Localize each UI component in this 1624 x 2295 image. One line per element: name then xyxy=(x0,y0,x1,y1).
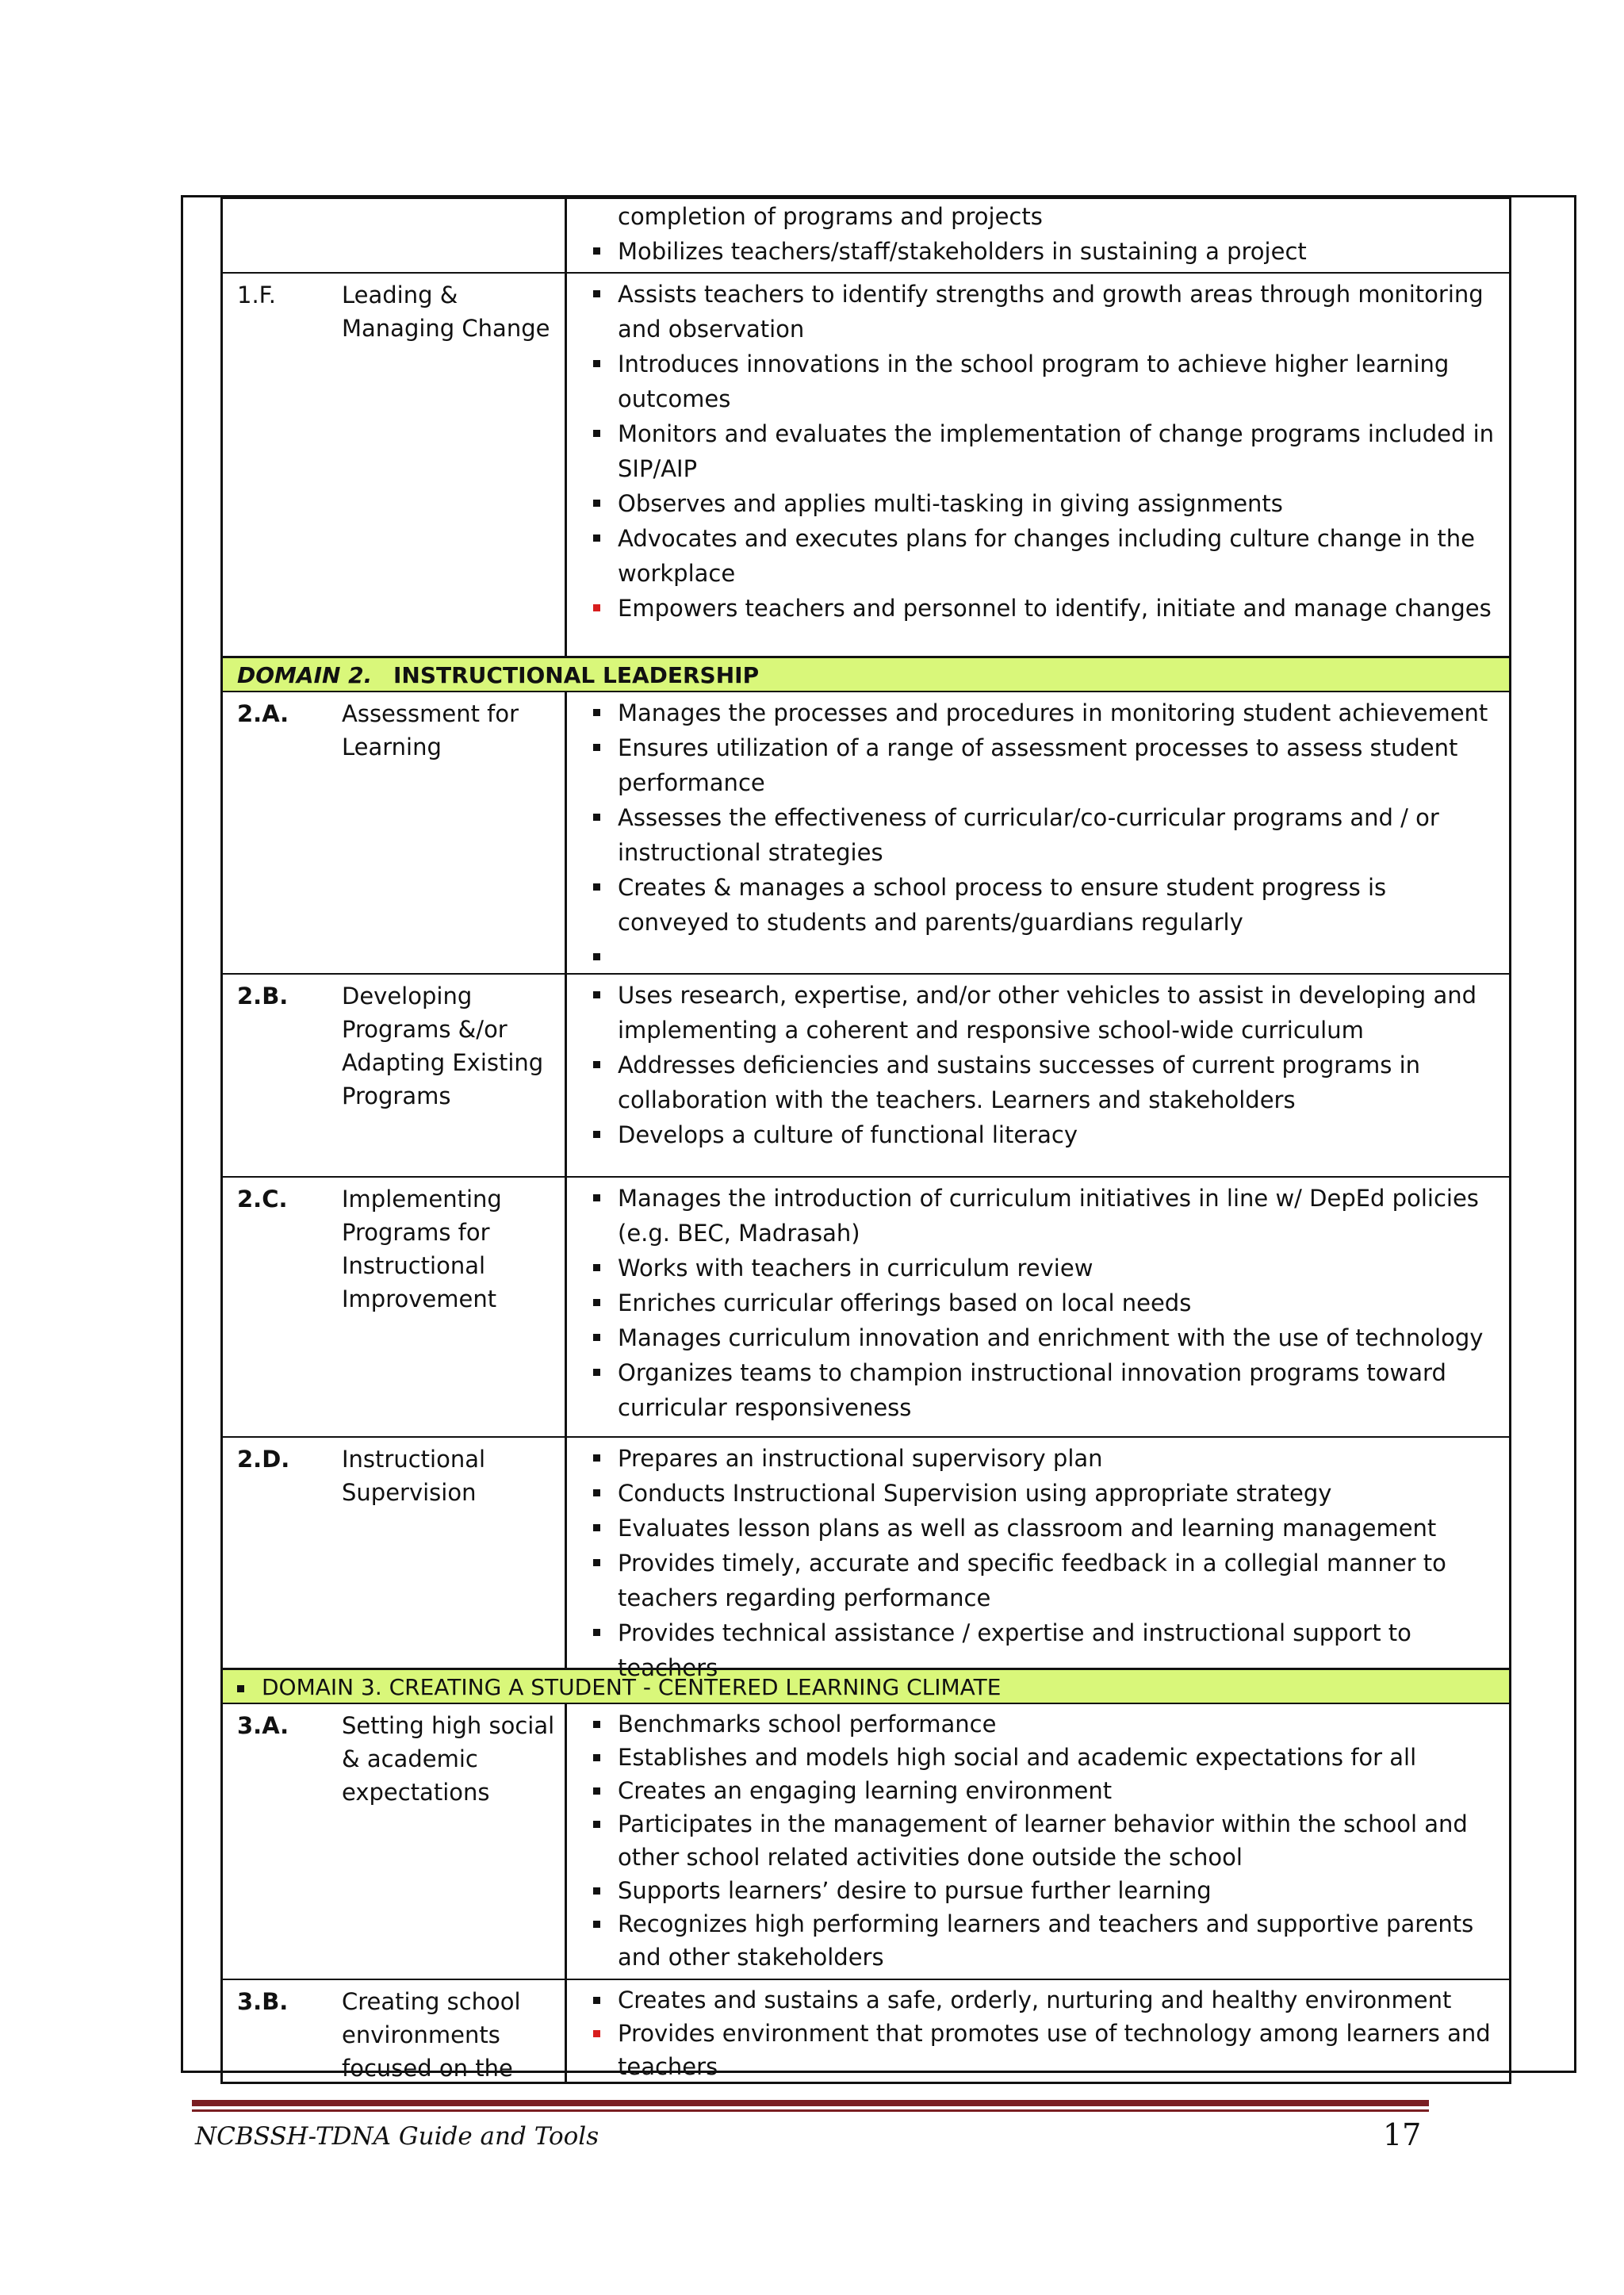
list-item: Assists teachers to identify strengths and growth areas through monitoring and observation xyxy=(578,277,1500,347)
competency-code: 2.A. xyxy=(237,700,289,727)
list-item: Ensures utilization of a range of assessment processes to assess student performance xyxy=(578,730,1500,800)
competency-code: 1.F. xyxy=(237,282,276,308)
indicator-cell xyxy=(567,1178,1509,1436)
list-item: Advocates and executes plans for changes including culture change in the workplace xyxy=(578,521,1500,591)
list-item: Empowers teachers and personnel to identify, initiate and manage changes xyxy=(578,591,1500,626)
domain-prefix: DOMAIN 2. xyxy=(237,662,373,688)
table-row xyxy=(223,1979,1509,2082)
table-row xyxy=(223,973,1509,1176)
list-item: Creates an engaging learning environment xyxy=(578,1774,1500,1807)
indicator-cell xyxy=(567,199,1509,272)
table-row xyxy=(223,691,1509,973)
list-item: Evaluates lesson plans as well as classroom and learning management xyxy=(578,1511,1500,1546)
competency-cell xyxy=(223,1438,567,1668)
competency-code: 3.A. xyxy=(237,1712,289,1739)
competency-title: Instructional Supervision xyxy=(342,1446,486,1506)
competency-cell xyxy=(223,199,567,272)
list-item: completion of programs and projects xyxy=(618,203,1043,230)
competency-code: 2.C. xyxy=(237,1186,288,1213)
list-item: Conducts Instructional Supervision using appropriate strategy xyxy=(578,1476,1500,1511)
list-item: Observes and applies multi-tasking in giving assignments xyxy=(578,486,1500,521)
list-item: Supports learners’ desire to pursue further learning xyxy=(578,1874,1500,1907)
competency-cell xyxy=(223,692,567,973)
domain-header xyxy=(223,656,1509,691)
list-item: Works with teachers in curriculum review xyxy=(578,1251,1500,1285)
list-item: Monitors and evaluates the implementation of change programs included in SIP/AIP xyxy=(578,416,1500,486)
competency-code: 2.B. xyxy=(237,983,289,1010)
list-item: Enriches curricular offerings based on local needs xyxy=(578,1285,1500,1320)
competency-code: 3.B. xyxy=(237,1988,289,2015)
table-row xyxy=(223,1176,1509,1436)
list-item: Manages the processes and procedures in monitoring student achievement xyxy=(578,695,1500,730)
list-item: Prepares an instructional supervisory plan xyxy=(578,1441,1500,1476)
competency-title: Setting high social & academic expectations xyxy=(342,1712,555,1806)
competency-cell xyxy=(223,975,567,1176)
list-item: Provides environment that promotes use of technology among learners and teachers xyxy=(578,2017,1500,2083)
list-item: Creates and sustains a safe, orderly, nurturing and healthy environment xyxy=(578,1983,1500,2017)
indicator-cell xyxy=(567,1704,1509,1979)
competency-title: Implementing Programs for Instructional Improvement xyxy=(342,1186,502,1312)
footer-rule xyxy=(192,2100,1429,2106)
competency-title: Assessment for Learning xyxy=(342,700,519,761)
list-item: Provides timely, accurate and specific feedback in a collegial manner to teachers regarding performance xyxy=(578,1546,1500,1615)
list-item: Introduces innovations in the school program to achieve higher learning outcomes xyxy=(578,347,1500,416)
competency-code: 2.D. xyxy=(237,1446,290,1473)
list-item: Organizes teams to champion instructional innovation programs toward curricular responsiveness xyxy=(578,1355,1500,1425)
indicator-cell xyxy=(567,1980,1509,2082)
indicator-cell xyxy=(567,692,1509,973)
competency-title: Developing Programs &/or Adapting Existing Programs xyxy=(342,983,544,1109)
page-number: 17 xyxy=(1383,2117,1422,2152)
competency-table xyxy=(220,197,1511,2084)
footer-rule xyxy=(192,2109,1429,2112)
list-item: Manages curriculum innovation and enrichment with the use of technology xyxy=(578,1320,1500,1355)
list-item: Uses research, expertise, and/or other vehicles to assist in developing and implementing a coherent and responsive school-wide curriculum xyxy=(578,978,1500,1048)
competency-cell xyxy=(223,1980,567,2082)
list-item: Creates & manages a school process to ensure student progress is conveyed to students and parents/guardians regularly xyxy=(578,870,1500,940)
table-row xyxy=(223,1436,1509,1681)
list-item: Provides technical assistance / expertise and instructional support to teachers xyxy=(578,1615,1500,1685)
footer-title: NCBSSH-TDNA Guide and Tools xyxy=(195,2122,599,2151)
competency-title: Leading & Managing Change xyxy=(342,282,550,342)
list-item: Establishes and models high social and academic expectations for all xyxy=(578,1741,1500,1774)
bullet-icon xyxy=(237,1685,244,1692)
competency-title: Creating school environments focused on the xyxy=(342,1988,521,2082)
list-item: Manages the introduction of curriculum initiatives in line w/ DepEd policies (e.g. BEC, Madrasah) xyxy=(578,1181,1500,1251)
competency-cell xyxy=(223,1178,567,1436)
domain-title: DOMAIN 3. CREATING A STUDENT - CENTERED LEARNING CLIMATE xyxy=(262,1674,1002,1700)
list-item: Mobilizes teachers/staff/stakeholders in sustaining a project xyxy=(578,234,1500,269)
list-item: Benchmarks school performance xyxy=(578,1707,1500,1741)
table-row xyxy=(223,272,1509,656)
competency-cell xyxy=(223,1704,567,1979)
list-item: Addresses deficiencies and sustains successes of current programs in collaboration with the teachers. Learners and stakeholders xyxy=(578,1048,1500,1117)
list-item: Develops a culture of functional literacy xyxy=(578,1117,1500,1152)
domain-title: INSTRUCTIONAL LEADERSHIP xyxy=(393,662,760,688)
indicator-cell xyxy=(567,1438,1509,1681)
indicator-cell xyxy=(567,274,1509,656)
table-row xyxy=(223,1703,1509,1979)
indicator-cell xyxy=(567,975,1509,1176)
competency-cell xyxy=(223,274,567,656)
table-row xyxy=(223,199,1509,272)
list-item: Recognizes high performing learners and teachers and supportive parents and other stakeholders xyxy=(578,1907,1500,1974)
list-item xyxy=(578,940,1500,975)
list-item: Participates in the management of learner behavior within the school and other school related activities done outside the school xyxy=(578,1807,1500,1874)
list-item: Assesses the effectiveness of curricular/co-curricular programs and / or instructional strategies xyxy=(578,800,1500,870)
